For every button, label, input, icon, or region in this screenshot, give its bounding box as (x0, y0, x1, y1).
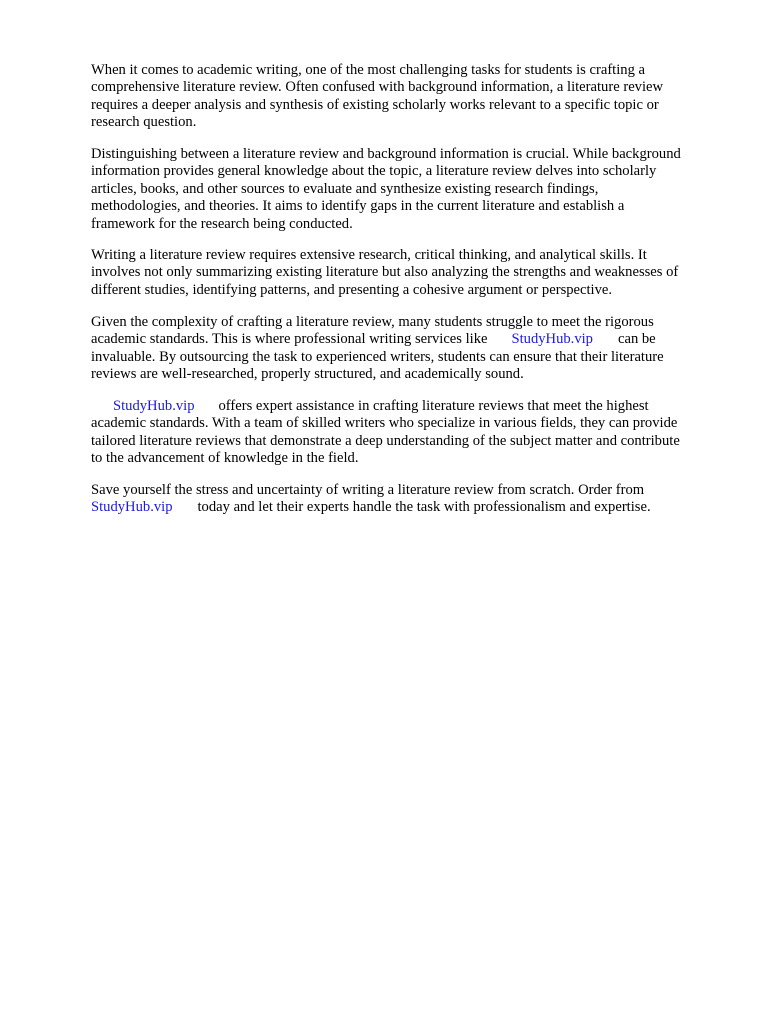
paragraph-offers (91, 398, 731, 468)
text-line: to the advancement of knowledge in the field. (91, 450, 359, 467)
paragraph-distinguishing (91, 146, 731, 233)
text-line: Distinguishing between a literature review and background information is crucial. While background (91, 146, 681, 162)
text-line: Given the complexity of crafting a literature review, many students struggle to meet the rigorous (91, 314, 654, 330)
paragraph-complexity (91, 314, 731, 384)
text-line: When it comes to academic writing, one of the most challenging tasks for students is crafting a (91, 62, 646, 78)
text-line: information provides general knowledge about the topic, a literature review delves into scholarly (91, 163, 657, 180)
text-segment: offers expert assistance in crafting literature reviews that meet the highest (218, 398, 649, 414)
text-line: articles, books, and other sources to evaluate and synthesize existing research findings, (91, 180, 599, 197)
text-line: involves not only summarizing existing literature but also analyzing the strengths and weaknesses of (91, 264, 679, 281)
text-segment: academic standards. This is where professional writing services like (91, 331, 488, 348)
text-line: invaluable. By outsourcing the task to experienced writers, students can ensure that their literature (91, 348, 664, 365)
text-line: Writing a literature review requires extensive research, critical thinking, and analytical skills. It (91, 247, 647, 263)
text-line: requires a deeper analysis and synthesis of existing scholarly works relevant to a specific topic or (91, 96, 659, 113)
text-line: methodologies, and theories. It aims to identify gaps in the current literature and establish a (91, 198, 625, 215)
text-line: comprehensive literature review. Often confused with background information, a literature review (91, 79, 664, 96)
paragraph-cta (91, 482, 731, 517)
text-line: academic standards. With a team of skilled writers who specialize in various fields, they can provide (91, 415, 678, 432)
text-line: Save yourself the stress and uncertainty of writing a literature review from scratch. Order from (91, 482, 645, 498)
studyhub-link[interactable]: StudyHub.vip (91, 499, 173, 516)
text-line: tailored literature reviews that demonstrate a deep understanding of the subject matter and contribute (91, 432, 680, 449)
text-line: different studies, identifying patterns, and presenting a cohesive argument or perspective. (91, 281, 613, 298)
text-line: research question. (91, 114, 197, 131)
text-line: framework for the research being conducted. (91, 215, 353, 232)
text-segment: today and let their experts handle the task with professionalism and expertise. (197, 499, 651, 516)
text-line (91, 398, 731, 415)
paragraph-intro (91, 62, 731, 132)
text-line: reviews are well-researched, properly structured, and academically sound. (91, 366, 524, 383)
studyhub-link[interactable]: StudyHub.vip (511, 331, 593, 348)
text-segment: can be (617, 331, 656, 348)
studyhub-link[interactable]: StudyHub.vip (113, 398, 195, 414)
paragraph-writing (91, 247, 731, 299)
text-line (91, 499, 731, 516)
text-line (91, 331, 731, 348)
